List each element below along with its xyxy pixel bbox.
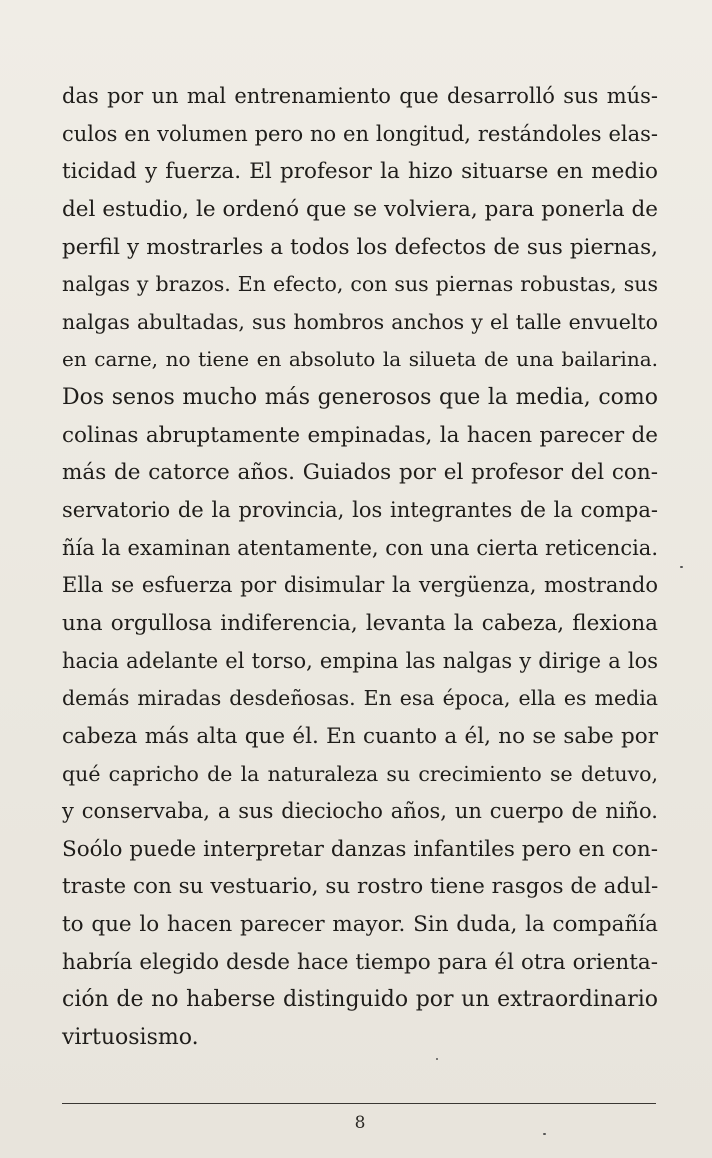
paper-speck [543,1133,546,1135]
text-line: demás miradas desdeñosas. En esa época, ella es media [62,686,658,711]
text-line: del estudio, le ordenó que se volviera, para ponerla de [62,196,658,222]
text-line: nalgas y brazos. En efecto, con sus piernas robustas, sus [62,272,658,297]
text-line: servatorio de la provincia, los integrantes de la compa- [62,498,658,523]
text-line: ticidad y fuerza. El profesor la hizo situarse en medio [62,159,658,185]
text-line: nalgas abultadas, sus hombros anchos y el talle envuelto [62,309,658,334]
text-line: colinas abruptamente empinadas, la hacen parecer de [62,422,658,448]
text-line: to que lo hacen parecer mayor. Sin duda, la compañía [62,912,658,938]
paper-speck [680,566,683,568]
text-line: ción de no haberse distinguido por un extraordinario [62,987,658,1013]
text-line: cabeza más alta que él. En cuanto a él, no se sabe por [62,723,658,749]
text-line: culos en volumen pero no en longitud, restándoles elas- [62,121,658,146]
text-line: hacia adelante el torso, empina las nalgas y dirige a los [62,648,658,673]
text-line: en carne, no tiene en absoluto la silueta de una bailarina. [62,347,658,372]
text-line: Ella se esfuerza por disimular la vergüenza, mostrando [62,573,658,598]
text-line: más de catorce años. Guiados por el profesor del con- [62,460,658,486]
footer-rule [62,1103,656,1104]
body-text [62,78,658,1057]
text-line: traste con su vestuario, su rostro tiene rasgos de adul- [62,874,659,900]
text-line: perfil y mostrarles a todos los defectos de sus piernas, [62,234,658,260]
paper-speck [436,1058,438,1060]
text-line: Soólo puede interpretar danzas infantiles pero en con- [62,836,658,862]
text-line: qué capricho de la naturaleza su crecimiento se detuvo, [62,761,658,786]
text-line: una orgullosa indiferencia, levanta la cabeza, flexiona [62,610,658,636]
text-line: das por un mal entrenamiento que desarrolló sus mús- [62,84,658,108]
text-line-last: virtuosismo. [62,1025,199,1051]
text-line: Dos senos mucho más generosos que la media, como [62,385,658,411]
text-line: y conservaba, a sus dieciocho años, un cuerpo de niño. [62,799,658,824]
text-line: habría elegido desde hace tiempo para él otra orienta- [62,949,658,975]
page-number: 8 [354,1113,366,1133]
text-line: ñía la examinan atentamente, con una cierta reticencia. [62,535,658,560]
